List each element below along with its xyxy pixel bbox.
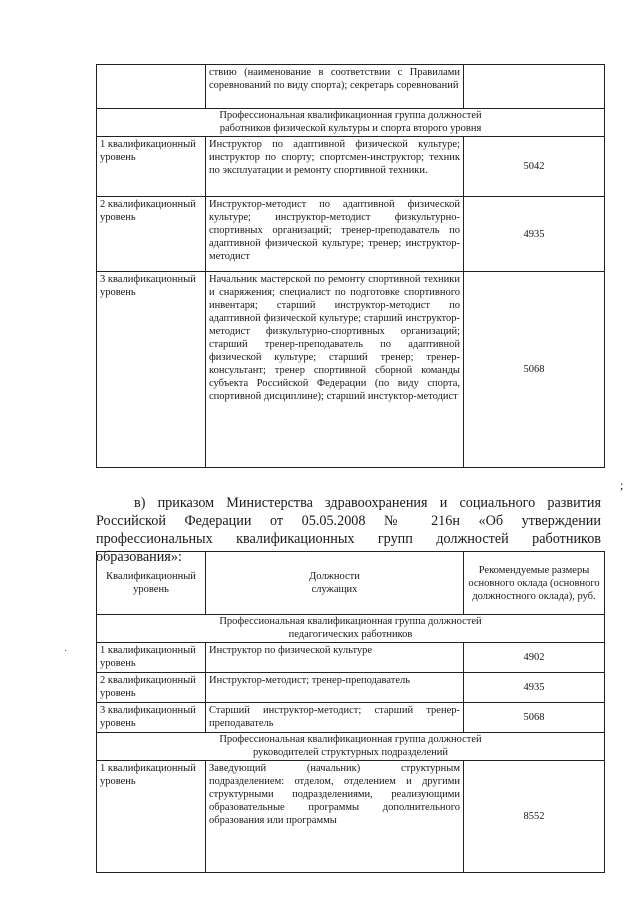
posts-cell: Инструктор по физической культуре (206, 643, 464, 673)
level-cell: 2 квалификационный уровень (97, 673, 206, 703)
group-row (97, 733, 605, 761)
table-row (97, 703, 605, 733)
table-row (97, 272, 605, 468)
margin-mark: · (64, 646, 68, 657)
level-cell: 1 квалификационный уровень (97, 643, 206, 673)
group-row (97, 109, 605, 137)
salary-cell: 8552 (464, 761, 605, 873)
level-cell: 2 квалификационный уровень (97, 197, 206, 272)
level-cell: 1 квалификационный уровень (97, 761, 206, 873)
group-title: Профессиональная квалификационная группа должностей руководителей структурных подразделений (97, 733, 605, 761)
group-row (97, 615, 605, 643)
table-professional-groups-sport (96, 64, 605, 468)
group-title: Профессиональная квалификационная группа должностей работников физической культуры и спорта второго уровня (97, 109, 605, 137)
table-professional-groups-education (96, 551, 605, 873)
table-row (97, 643, 605, 673)
table-row (97, 673, 605, 703)
table-row (97, 197, 605, 272)
level-cell: 1 квалификационный уровень (97, 137, 206, 197)
salary-cell: 5042 (464, 137, 605, 197)
header-level: Квалификационный уровень (97, 552, 206, 615)
header-row (97, 552, 605, 615)
posts-cell: Инструктор по адаптивной физической культуре; инструктор по спорту; спортсмен-инструктор; техник по эксплуатации и ремонту спортивной техники. (206, 137, 464, 197)
salary-cell: 5068 (464, 703, 605, 733)
salary-cell: 4935 (464, 673, 605, 703)
salary-cell (464, 65, 605, 109)
semicolon: ; (620, 478, 624, 492)
level-cell (97, 65, 206, 109)
salary-cell: 5068 (464, 272, 605, 468)
table-row (97, 65, 605, 109)
paragraph-text: в) приказом Министерства здравоохранения и социального развития Российской Федерации от 05.05.2008 № 216н «Об утверждении профессиональных квалификационных групп должностей работников образования»: (96, 495, 601, 565)
salary-cell: 4935 (464, 197, 605, 272)
posts-cell: Инструктор-методист; тренер-преподаватель (206, 673, 464, 703)
table-row (97, 761, 605, 873)
posts-cell: Инструктор-методист по адаптивной физической культуре; инструктор-методист физкультурно-спортивных организаций; тренер-преподаватель по адаптивной физической культуре; тренер; инструктор-методист (206, 197, 464, 272)
group-title: Профессиональная квалификационная группа должностей педагогических работников (97, 615, 605, 643)
table-row (97, 137, 605, 197)
header-salary: Рекомендуемые размеры основного оклада (основного должностного оклада), руб. (464, 552, 605, 615)
header-posts: Должности служащих (206, 552, 464, 615)
posts-cell: Начальник мастерской по ремонту спортивной техники и снаряжения; специалист по подготовке спортивного инвентаря; старший инструктор-методист по адаптивной физической культуре; старший инструктор-методист физкультурно-спортивных организаций; старший тренер-преподаватель по адаптивной физической культуре; старший тренер; тренер-консультант; тренер спортивной сборной команды субъекта Российской Федерации (по виду спорта, спортивной дисциплине); старший инстуктор-методист (206, 272, 464, 468)
salary-cell: 4902 (464, 643, 605, 673)
posts-cell: ствию (наименование в соответствии с Правилами соревнований по виду спорта); секретарь соревнований (206, 65, 464, 109)
level-cell: 3 квалификационный уровень (97, 272, 206, 468)
posts-cell: Старший инструктор-методист; старший тренер-преподаватель (206, 703, 464, 733)
posts-cell: Заведующий (начальник) структурным подразделением: отделом, отделением и другими структурными подразделениями, реализующими образовательные программы дополнительного образования или программы (206, 761, 464, 873)
level-cell: 3 квалификационный уровень (97, 703, 206, 733)
